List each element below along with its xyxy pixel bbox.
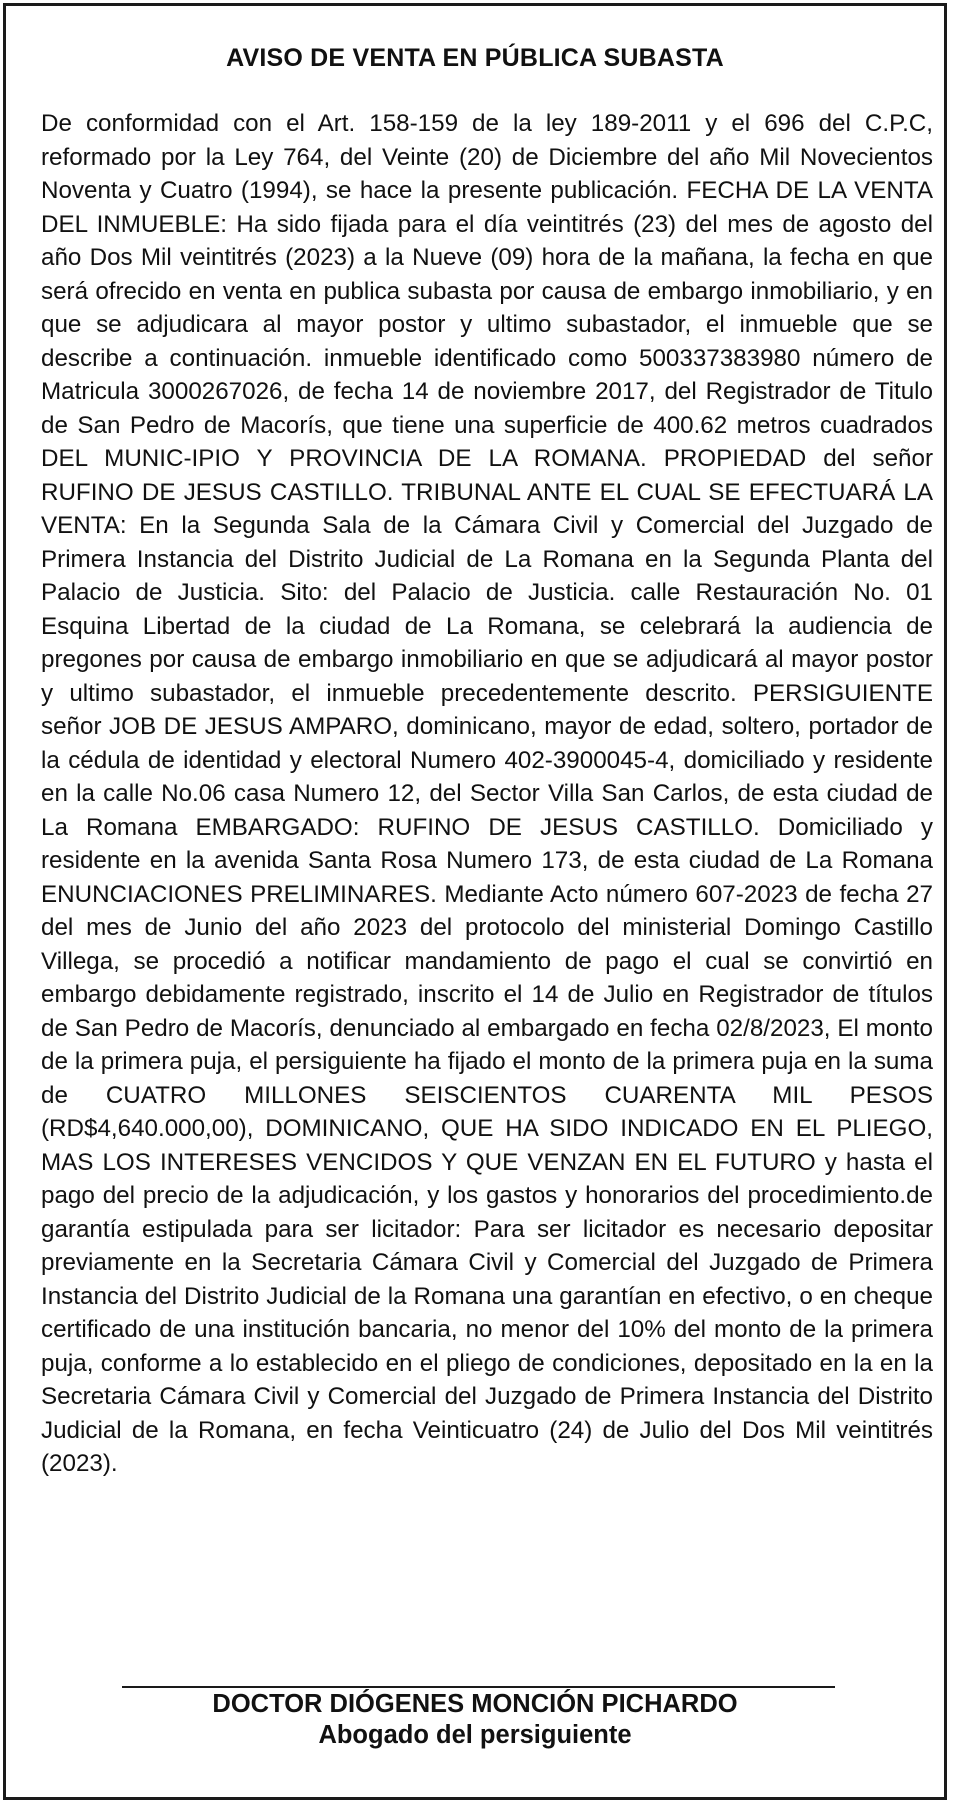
notice-frame: [3, 3, 947, 1800]
signer-role: Abogado del persiguiente: [318, 1721, 632, 1749]
signature-line: [122, 1686, 835, 1688]
signer-name: DOCTOR DIÓGENES MONCIÓN PICHARDO: [212, 1690, 738, 1718]
notice-body: De conformidad con el Art. 158-159 de la ley 189-2011 y el 696 del C.P.C, reformado por la Ley 764, del Veinte (20) de Diciembre del año Mil Novecientos Noventa y Cuatro (1994), se hace la presente publicación. FECHA DE LA VENTA DEL INMUEBLE: Ha sido fijada para el día veintitrés (23) del mes de agosto del año Dos Mil veintitrés (2023) a la Nueve (09) hora de la mañana, la fecha en que será ofrecido en venta en publica subasta por causa de embargo inmobiliario, y en que se adjudicara al mayor postor y ultimo subastador, el inmueble que se describe a continuación. inmueble identificado como 500337383980 número de Matricula 3000267026, de fecha 14 de noviembre 2017, del Registrador de Titulo de San Pedro de Macorís, que tiene una superficie de 400.62 metros cuadrados DEL MUNIC-IPIO Y PROVINCIA DE LA ROMANA. PROPIEDAD del señor RUFINO DE JESUS CASTILLO. TRIBUNAL ANTE EL CUAL SE EFECTUARÁ LA VENTA: En la Segunda Sala de la Cámara Civil y Comercial del Juzgado de Primera Instancia del Distrito Judicial de La Romana en la Segunda Planta del Palacio de Justicia. Sito: del Palacio de Justicia. calle Restauración No. 01 Esquina Libertad de la ciudad de La Romana, se celebrará la audiencia de pregones por causa de embargo inmobiliario en que se adjudicará al mayor postor y ultimo subastador, el inmueble precedentemente descrito. PERSIGUIENTE señor JOB DE JESUS AMPARO, dominicano, mayor de edad, soltero, portador de la cédula de identidad y electoral Numero 402-3900045-4, domiciliado y residente en la calle No.06 casa Numero 12, del Sector Villa San Carlos, de esta ciudad de La Romana EMBARGADO: RUFINO DE JESUS CASTILLO. Domiciliado y residente en la avenida Santa Rosa Numero 173, de esta ciudad de La Romana ENUNCIACIONES PRELIMINARES. Mediante Acto número 607-2023 de fecha 27 del mes de Junio del año 2023 del protocolo del ministerial Domingo Castillo Villega, se procedió a notificar mandamiento de pago el cual se convirtió en embargo debidamente registrado, inscrito el 14 de Julio en Registrador de títulos de San Pedro de Macorís, denunciado al embargado en fecha 02/8/2023, El monto de la primera puja, el persiguiente ha fijado el monto de la primera puja en la suma de CUATRO MILLONES SEISCIENTOS CUARENTA MIL PESOS (RD$4,640.000,00), DOMINICANO, QUE HA SIDO INDICADO EN EL PLIEGO, MAS LOS INTERESES VENCIDOS Y QUE VENZAN EN EL FUTURO y hasta el pago del precio de la adjudicación, y los gastos y honorarios del procedimiento.de garantía estipulada para ser licitador: Para ser licitador es necesario depositar previamente en la Secretaria Cámara Civil y Comercial del Juzgado de Primera Instancia del Distrito Judicial de la Romana una garantían en efectivo, o en cheque certificado de una institución bancaria, no menor del 10% del monto de la primera puja, conforme a lo establecido en el pliego de condiciones, depositado en la en la Secretaria Cámara Civil y Comercial del Juzgado de Primera Instancia del Distrito Judicial de la Romana, en fecha Veinticuatro (24) de Julio del Dos Mil veintitrés (2023).: [41, 110, 933, 1477]
notice-title: AVISO DE VENTA EN PÚBLICA SUBASTA: [226, 44, 724, 72]
